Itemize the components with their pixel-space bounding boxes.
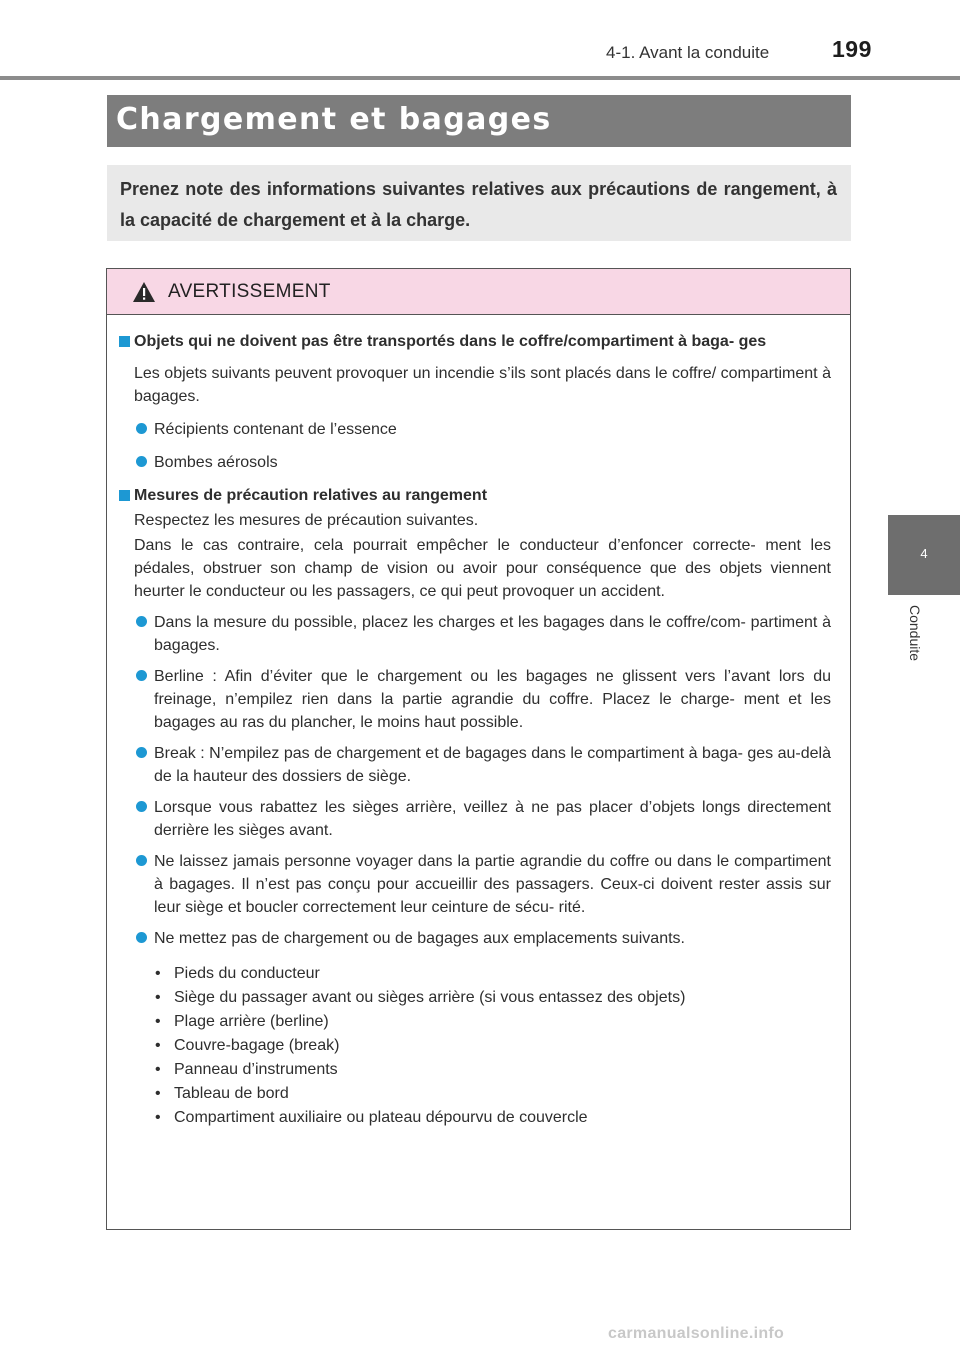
header-rule [0, 76, 960, 80]
list-item-text: Ne laissez jamais personne voyager dans la partie agrandie du coffre ou dans le compartiment à bagages. Il n’est pas conçu pour accueillir des passagers. Ceux-ci doivent rester assis sur leur siège et boucler correctement leur ceinture de sécu- rité. [154, 853, 831, 916]
warning-header [107, 269, 850, 315]
list-item [117, 418, 831, 441]
section-heading-text: Objets qui ne doivent pas être transportés dans le coffre/compartiment à baga- ges [134, 333, 767, 350]
round-bullet-icon [136, 801, 147, 812]
list-item-text: Ne mettez pas de chargement ou de bagages aux emplacements suivants. [154, 930, 685, 947]
list-item-text: Dans la mesure du possible, placez les charges et les bagages dans le coffre/com- partiment à bagages. [154, 614, 831, 654]
round-bullet-icon [136, 747, 147, 758]
sub-list-item: • Plage arrière (berline) [117, 1010, 831, 1034]
section-heading-text: Mesures de précaution relatives au rangement [134, 487, 488, 504]
round-bullet-icon [136, 456, 147, 467]
sub-list-item: • Panneau d’instruments [117, 1058, 831, 1082]
chapter-tab-label: Conduite [907, 605, 923, 662]
round-bullet-icon [136, 616, 147, 627]
section-heading [117, 484, 831, 507]
list-item [117, 742, 831, 788]
header-section-title: 4-1. Avant la conduite [606, 43, 770, 62]
list-item-text: Break : N’empilez pas de chargement et de bagages dans le compartiment à baga- ges au-delà de la hauteur des dossiers de siège. [154, 745, 831, 785]
sub-list-item: • Compartiment auxiliaire ou plateau dépourvu de couvercle [117, 1106, 831, 1130]
page-title: Chargement et bagages [116, 102, 552, 137]
list-item-text: Lorsque vous rabattez les sièges arrière, veillez à ne pas placer d’objets longs directement derrière les sièges avant. [154, 799, 831, 839]
round-bullet-icon [136, 670, 147, 681]
list-item [117, 796, 831, 842]
warning-triangle-icon [132, 281, 156, 303]
page-number: 199 [832, 36, 872, 62]
paragraph: Respectez les mesures de précaution suivantes. [134, 512, 479, 529]
title-bar [107, 95, 851, 147]
square-bullet-icon [119, 490, 130, 501]
warning-content [117, 330, 831, 1130]
list-item [117, 850, 831, 919]
list-item-text: Récipients contenant de l’essence [154, 421, 397, 438]
round-bullet-icon [136, 855, 147, 866]
sub-list-item: • Couvre-bagage (break) [117, 1034, 831, 1058]
warning-box [106, 268, 851, 1230]
list-item [117, 927, 831, 950]
footer-watermark: carmanualsonline.info [608, 1325, 785, 1342]
list-item [117, 665, 831, 734]
paragraph: Les objets suivants peuvent provoquer un incendie s’ils sont placés dans le coffre/ compartiment à bagages. [134, 365, 831, 405]
list-item-text: Bombes aérosols [154, 454, 278, 471]
intro-text: Prenez note des informations suivantes relatives aux précautions de rangement, à la capacité de chargement et à la charge. [120, 179, 837, 230]
sub-list-item: • Siège du passager avant ou sièges arrière (si vous entassez des objets) [117, 986, 831, 1010]
list-item [117, 611, 831, 657]
sub-list-item: • Pieds du conducteur [117, 962, 831, 986]
list-item [117, 451, 831, 474]
intro-box [107, 165, 851, 241]
section-heading [117, 330, 831, 353]
square-bullet-icon [119, 336, 130, 347]
warning-title: AVERTISSEMENT [168, 281, 331, 302]
chapter-tab-number: 4 [920, 546, 928, 561]
sub-list-item: • Tableau de bord [117, 1082, 831, 1106]
chapter-tab[interactable] [888, 515, 960, 595]
round-bullet-icon [136, 423, 147, 434]
list-item-text: Berline : Afin d’éviter que le chargement ou les bagages ne glissent vers l’avant lors du freinage, n’empilez rien dans la partie agrandie du coffre. Placez le charge- ment et les bagages au ras du plancher, le moins haut possible. [154, 668, 831, 731]
paragraph: Dans le cas contraire, cela pourrait empêcher le conducteur d’enfoncer correcte- ment les pédales, obstruer son champ de vision ou avoir pour conséquence que des objets viennent heurter le conducteur ou les passagers, ce qui peut provoquer un accident. [134, 537, 831, 600]
round-bullet-icon [136, 932, 147, 943]
